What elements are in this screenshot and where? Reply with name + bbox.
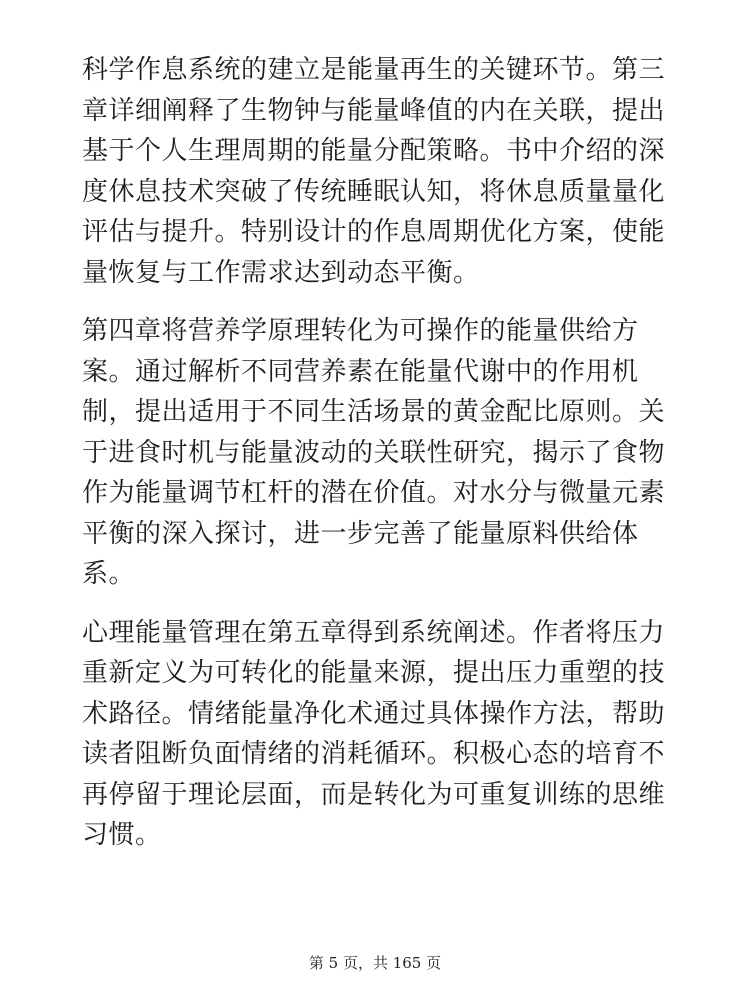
text-line: 第四章将营养学原理转化为可操作的能量供给方 bbox=[82, 316, 639, 346]
text-line: 量恢复与工作需求达到动态平衡。 bbox=[82, 257, 480, 288]
text-line: 术路径。情绪能量净化术通过具体操作方法，帮助 bbox=[82, 698, 666, 729]
text-line: 章详细阐释了生物钟与能量峰值的内在关联，提出 bbox=[82, 95, 666, 126]
page-number-footer: 第 5 页，共 165 页 bbox=[308, 954, 442, 972]
text-line: 心理能量管理在第五章得到系统阐述。作者将压力 bbox=[82, 617, 666, 648]
paragraph-3 bbox=[82, 613, 676, 856]
text-line: 作为能量调节杠杆的潜在价值。对水分与微量元素 bbox=[82, 478, 666, 508]
text-line: 系。 bbox=[82, 559, 136, 589]
text-line: 科学作息系统的建立是能量再生的关键环节。第三 bbox=[82, 55, 666, 85]
text-line: 度休息技术突破了传统睡眠认知，将休息质量量化 bbox=[82, 176, 666, 207]
text-line: 基于个人生理周期的能量分配策略。书中介绍的深 bbox=[82, 136, 666, 166]
text-line: 制，提出适用于不同生活场景的黄金配比原则。关 bbox=[82, 397, 666, 427]
text-line: 平衡的深入探讨，进一步完善了能量原料供给体 bbox=[82, 518, 639, 549]
text-line: 习惯。 bbox=[82, 820, 162, 850]
text-line: 于进食时机与能量波动的关联性研究，揭示了食物 bbox=[82, 437, 666, 468]
text-line: 重新定义为可转化的能量来源，提出压力重塑的技 bbox=[82, 658, 666, 688]
body-text bbox=[82, 50, 676, 874]
text-line: 案。通过解析不同营养素在能量代谢中的作用机 bbox=[82, 356, 639, 387]
text-line: 再停留于理论层面，而是转化为可重复训练的思维 bbox=[82, 779, 666, 810]
paragraph-1 bbox=[82, 50, 676, 293]
text-line: 评估与提升。特别设计的作息周期优化方案，使能 bbox=[82, 217, 666, 247]
text-line: 读者阻断负面情绪的消耗循环。积极心态的培育不 bbox=[82, 739, 666, 769]
paragraph-2 bbox=[82, 311, 676, 595]
